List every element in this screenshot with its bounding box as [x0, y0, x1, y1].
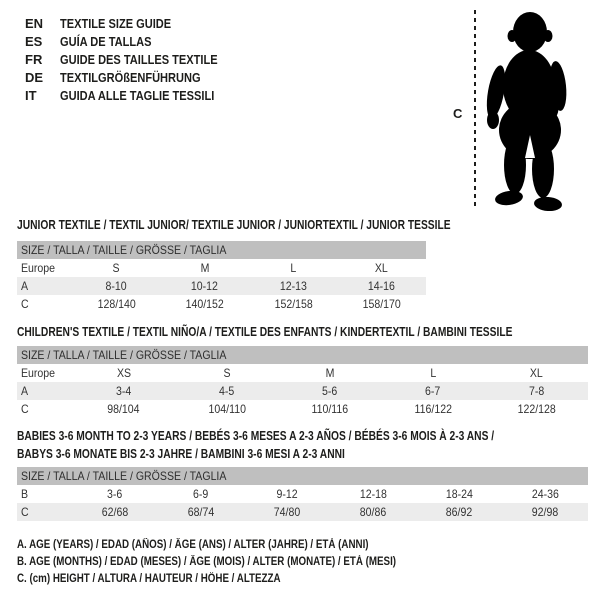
size-value-cell	[330, 485, 416, 503]
row-label: Europe	[21, 261, 56, 275]
footnote-line: A. AGE (YEARS) / EDAD (AÑOS) / ÂGE (ANS) / ALTER (JAHRE) / ETÀ (ANNI)	[17, 539, 369, 551]
size-value: 3-4	[115, 384, 132, 398]
table-row	[17, 503, 588, 521]
language-title: GUIDA ALLE TAGLIE TESSILI	[60, 87, 215, 103]
row-label: B	[21, 487, 29, 501]
size-header-cell	[17, 467, 588, 485]
size-value: 12-18	[359, 487, 387, 501]
size-value: 6-9	[193, 487, 209, 501]
row-label: A	[21, 279, 29, 293]
table-row	[17, 295, 426, 313]
size-table	[17, 346, 588, 418]
size-value: S	[223, 366, 231, 380]
size-value: XL	[529, 366, 543, 380]
size-value-cell	[158, 485, 244, 503]
size-value-cell	[72, 259, 161, 277]
size-value-cell	[249, 277, 338, 295]
size-value-cell	[175, 400, 278, 418]
footnote-line: C. (cm) HEIGHT / ALTURA / HAUTEUR / HÖHE / ALTEZZA	[17, 573, 281, 585]
language-title-list	[25, 14, 245, 104]
row-label: C	[21, 505, 29, 519]
size-value: 158/170	[362, 297, 401, 311]
row-label: C	[21, 402, 29, 416]
footnote-line: B. AGE (MONTHS) / EDAD (MESES) / ÂGE (MOIS) / ALTER (MONATE) / ETÀ (MESI)	[17, 556, 397, 568]
table-section-title-line: CHILDREN'S TEXTILE / TEXTIL NIÑO/A / TEXTILE DES ENFANTS / KINDERTEXTIL / BAMBINI TESSILE	[17, 325, 513, 339]
size-value-cell	[502, 485, 588, 503]
size-value-cell	[382, 382, 485, 400]
table-section-title-line: BABYS 3-6 MONATE BIS 2-3 JAHRE / BAMBINI 3-6 MESI A 2-3 ANNI	[17, 447, 345, 461]
language-row	[25, 86, 245, 104]
size-value-cell	[382, 400, 485, 418]
size-value-cell	[249, 259, 338, 277]
size-value: 62/68	[101, 505, 129, 519]
language-code: FR	[25, 51, 43, 67]
row-label-cell	[17, 400, 72, 418]
size-value-cell	[175, 382, 278, 400]
size-value: XS	[116, 366, 131, 380]
size-value: 12-13	[279, 279, 307, 293]
row-label-cell	[17, 364, 72, 382]
size-value-cell	[158, 503, 244, 521]
size-value-cell	[72, 503, 158, 521]
size-value-cell	[244, 503, 330, 521]
size-value-cell	[161, 277, 250, 295]
size-value-cell	[338, 295, 427, 313]
size-value: 80/86	[359, 505, 387, 519]
size-value-cell	[338, 277, 427, 295]
table-section-title-line: BABIES 3-6 MONTH TO 2-3 YEARS / BEBÉS 3-6 MESES A 2-3 AÑOS / BÉBÉS 3-6 MOIS À 2-3 ANS /	[17, 429, 495, 443]
language-title: TEXTILE SIZE GUIDE	[60, 15, 172, 31]
row-label-cell	[17, 485, 72, 503]
row-label: A	[21, 384, 29, 398]
language-row	[25, 50, 245, 68]
size-value-cell	[502, 503, 588, 521]
height-measure-dashed-line	[474, 10, 476, 206]
size-value-cell	[485, 364, 588, 382]
size-value-cell	[485, 400, 588, 418]
language-row	[25, 14, 245, 32]
size-table	[17, 241, 426, 313]
language-row	[25, 32, 245, 50]
size-value-cell	[175, 364, 278, 382]
size-value: L	[290, 261, 297, 275]
size-value-cell	[72, 277, 161, 295]
size-value: 6-7	[425, 384, 441, 398]
size-value-cell	[278, 400, 381, 418]
size-value-cell	[72, 485, 158, 503]
language-code: EN	[25, 15, 44, 31]
table-section-title-line: JUNIOR TEXTILE / TEXTIL JUNIOR/ TEXTILE JUNIOR / JUNIORTEXTIL / JUNIOR TESSILE	[17, 218, 451, 232]
size-value: 14-16	[368, 279, 396, 293]
size-header-cell	[17, 346, 588, 364]
size-value-cell	[485, 382, 588, 400]
table-section-title	[17, 216, 451, 234]
height-marker-label: C	[453, 106, 463, 121]
size-value-cell	[249, 295, 338, 313]
size-value: 104/110	[208, 402, 246, 416]
language-code: DE	[25, 69, 44, 85]
size-value-cell	[161, 259, 250, 277]
footnotes	[17, 537, 463, 588]
size-value-cell	[72, 295, 161, 313]
row-label-cell	[17, 295, 72, 313]
size-header-text: SIZE / TALLA / TAILLE / GRÖSSE / TAGLIA	[21, 243, 227, 257]
size-value-cell	[72, 364, 175, 382]
language-row	[25, 68, 245, 86]
size-value: 128/140	[97, 297, 136, 311]
size-value: XL	[375, 261, 389, 275]
size-header-text: SIZE / TALLA / TAILLE / GRÖSSE / TAGLIA	[21, 469, 227, 483]
size-value: 86/92	[445, 505, 473, 519]
size-value: 110/116	[311, 402, 349, 416]
size-value: 5-6	[322, 384, 338, 398]
language-title: GUÍA DE TALLAS	[60, 33, 152, 49]
size-value: 116/122	[414, 402, 452, 416]
size-value-cell	[416, 503, 502, 521]
size-header-text: SIZE / TALLA / TAILLE / GRÖSSE / TAGLIA	[21, 348, 227, 362]
table-row	[17, 259, 426, 277]
size-value-cell	[161, 295, 250, 313]
size-value: 152/158	[274, 297, 313, 311]
size-header-cell	[17, 241, 426, 259]
size-value: M	[325, 366, 335, 380]
size-value-cell	[278, 364, 381, 382]
row-label-cell	[17, 277, 72, 295]
size-value: S	[112, 261, 120, 275]
language-title: GUIDE DES TAILLES TEXTILE	[60, 51, 218, 67]
size-value: L	[430, 366, 437, 380]
row-label: Europe	[21, 366, 56, 380]
size-value-cell	[382, 364, 485, 382]
size-value: 9-12	[276, 487, 298, 501]
size-value: 7-8	[528, 384, 545, 398]
size-value: 24-36	[531, 487, 559, 501]
table-row	[17, 364, 588, 382]
size-value-cell	[338, 259, 427, 277]
table-row	[17, 485, 588, 503]
table-row	[17, 277, 426, 295]
size-header-row	[17, 346, 588, 364]
size-value-cell	[278, 382, 381, 400]
table-row	[17, 400, 588, 418]
size-value: 10-12	[191, 279, 219, 293]
size-value: M	[200, 261, 210, 275]
size-value: 98/104	[107, 402, 140, 416]
language-code: ES	[25, 33, 43, 49]
table-section-title	[17, 427, 494, 463]
size-value: 122/128	[517, 402, 556, 416]
size-value-cell	[244, 485, 330, 503]
row-label-cell	[17, 503, 72, 521]
size-header-row	[17, 241, 426, 259]
size-value: 74/80	[273, 505, 301, 519]
table-section-title	[17, 323, 512, 341]
size-value: 92/98	[531, 505, 559, 519]
row-label-cell	[17, 382, 72, 400]
size-value: 8-10	[105, 279, 127, 293]
size-header-row	[17, 467, 588, 485]
size-value: 3-6	[107, 487, 123, 501]
size-value-cell	[330, 503, 416, 521]
size-value: 4-5	[219, 384, 235, 398]
size-table	[17, 467, 588, 521]
table-row	[17, 382, 588, 400]
row-label-cell	[17, 259, 72, 277]
size-value: 68/74	[187, 505, 215, 519]
baby-silhouette-icon	[482, 8, 578, 212]
row-label: C	[21, 297, 29, 311]
language-code: IT	[25, 87, 37, 103]
size-value-cell	[416, 485, 502, 503]
size-value-cell	[72, 382, 175, 400]
size-value: 18-24	[445, 487, 473, 501]
size-value: 140/152	[185, 297, 224, 311]
language-title: TEXTILGRÖßENFÜHRUNG	[60, 69, 201, 85]
size-value-cell	[72, 400, 175, 418]
